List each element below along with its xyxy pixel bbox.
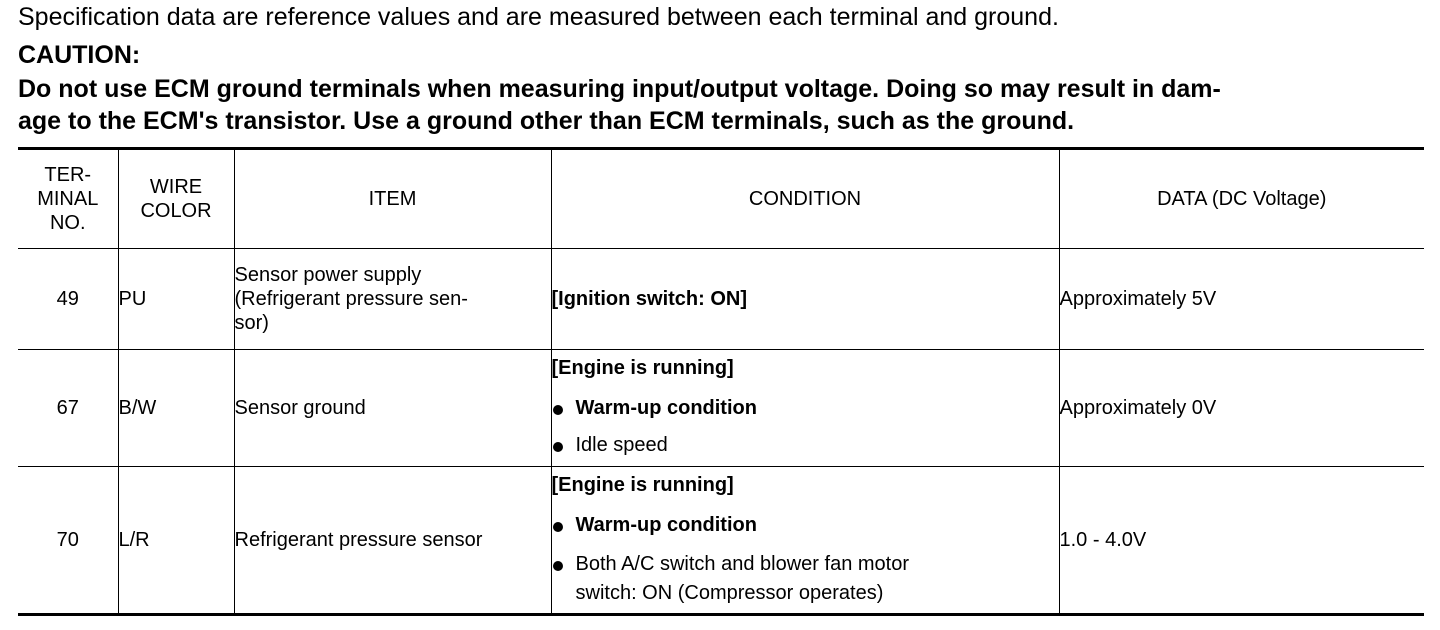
intro-text: Specification data are reference values and are measured between each terminal and ground. — [18, 3, 1059, 31]
condition-cell — [551, 467, 1059, 615]
condition-bullet-text: switch: ON (Compressor operates) — [575, 581, 884, 604]
header-wire-color — [118, 149, 234, 249]
item-cell: Sensor ground — [234, 350, 551, 467]
condition-bullet-text: Both A/C switch and blower fan motor — [575, 552, 909, 575]
bullet-dot-icon — [553, 561, 563, 571]
table-row — [18, 249, 1424, 350]
header-terminal-line-1: TER- — [44, 164, 92, 186]
condition-heading: [Engine is running] — [551, 473, 734, 496]
header-item: ITEM — [234, 149, 551, 249]
item-line: Sensor power supply — [234, 264, 422, 286]
item-cell — [234, 249, 551, 350]
condition-bullet — [552, 550, 1059, 608]
header-terminal-no — [18, 149, 118, 249]
wire-color-cell: L/R — [118, 467, 234, 615]
terminal-no-cell: 49 — [18, 249, 118, 350]
bullet-dot-icon — [553, 522, 563, 532]
data-cell: 1.0 - 4.0V — [1059, 467, 1424, 615]
condition-heading: [Engine is running] — [551, 357, 734, 379]
data-cell: Approximately 5V — [1059, 249, 1424, 350]
condition-cell: [Ignition switch: ON] — [551, 249, 1059, 350]
bullet-dot-icon — [553, 442, 563, 452]
terminal-no-cell: 67 — [18, 350, 118, 467]
condition-bullet — [552, 394, 1059, 423]
terminal-spec-table — [18, 147, 1424, 616]
caution-text — [18, 73, 1428, 137]
table-row — [18, 467, 1424, 615]
caution-line-1: Do not use ECM ground terminals when measuring input/output voltage. Doing so may result in dam- — [18, 75, 1221, 103]
header-terminal-line-3: NO. — [49, 212, 86, 234]
item-line: sor) — [234, 312, 269, 334]
condition-cell — [551, 350, 1059, 467]
wire-color-cell: PU — [118, 249, 234, 350]
data-cell: Approximately 0V — [1059, 350, 1424, 467]
table-header-row — [18, 149, 1424, 249]
header-wire-line-1: WIRE — [149, 176, 203, 198]
condition-bullet — [552, 431, 1059, 460]
wire-color-cell: B/W — [118, 350, 234, 467]
condition-bullet-text: Idle speed — [575, 434, 668, 456]
caution-line-2: age to the ECM's transistor. Use a ground other than ECM terminals, such as the ground. — [18, 107, 1075, 135]
header-wire-line-2: COLOR — [140, 200, 212, 222]
item-line: (Refrigerant pressure sen- — [234, 288, 468, 310]
condition-bullet-text: Warm-up condition — [575, 513, 757, 536]
condition-bullet-text: Warm-up condition — [575, 397, 757, 419]
caution-title: CAUTION: — [18, 41, 141, 69]
condition-bullet — [552, 511, 1059, 540]
item-cell: Refrigerant pressure sensor — [234, 467, 551, 615]
header-terminal-line-2: MINAL — [37, 188, 99, 210]
table-row — [18, 350, 1424, 467]
header-data: DATA (DC Voltage) — [1059, 149, 1424, 249]
terminal-no-cell: 70 — [18, 467, 118, 615]
header-condition: CONDITION — [551, 149, 1059, 249]
bullet-dot-icon — [553, 405, 563, 415]
